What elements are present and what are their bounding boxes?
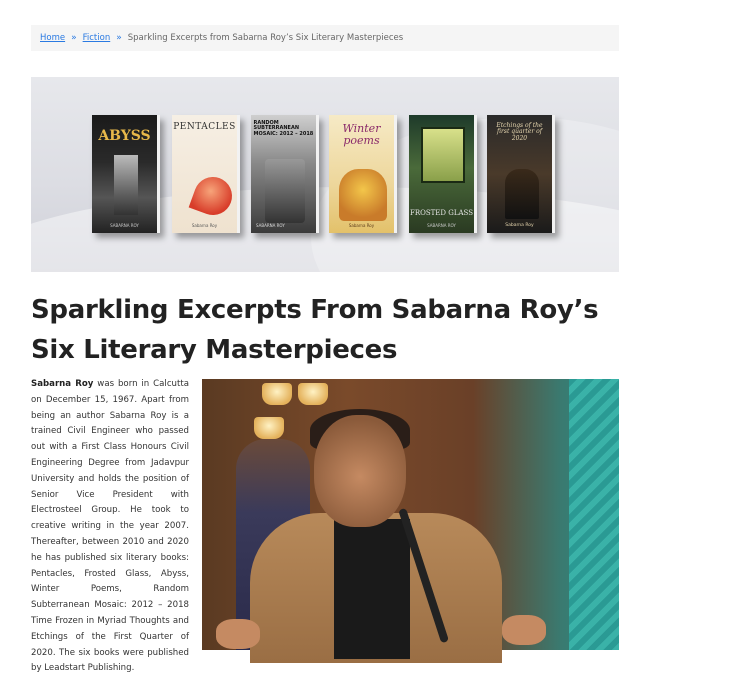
wall-lamp xyxy=(254,417,284,439)
hero-banner-image xyxy=(31,77,619,272)
author-name: Sabarna Roy xyxy=(31,379,94,389)
book-author: SABARNA ROY xyxy=(427,223,456,228)
book-cover-winter-poems xyxy=(329,115,397,233)
book-title: FROSTED GLASS xyxy=(409,208,474,217)
author-photo xyxy=(202,379,619,650)
book-author: Sabarna Roy xyxy=(505,223,534,228)
speaker-shirt xyxy=(334,519,410,659)
speaker-face xyxy=(314,415,406,527)
figure-illustration xyxy=(265,159,305,223)
book-author: SABARNA ROY xyxy=(256,223,285,228)
article-title: Sparkling Excerpts From Sabarna Roy’s Six Literary Masterpieces xyxy=(31,295,599,365)
book-cover-frosted-glass xyxy=(409,115,477,233)
flower-illustration xyxy=(189,172,238,221)
speaker-hand xyxy=(502,615,546,645)
book-title: ABYSS xyxy=(98,128,151,144)
breadcrumb-separator-icon: » xyxy=(71,33,77,43)
book-cover-random-subterranean-mosaic xyxy=(251,115,319,233)
breadcrumb xyxy=(31,25,619,51)
speaker-hand xyxy=(216,619,260,649)
figure-illustration xyxy=(505,169,539,219)
breadcrumb-home-link[interactable]: Home xyxy=(40,33,66,43)
wall-lamp xyxy=(262,383,292,405)
breadcrumb-separator-icon: » xyxy=(116,33,122,43)
book-author: Sabarna Roy xyxy=(348,223,375,228)
book-author: Sabarna Roy xyxy=(191,223,218,228)
book-cover-abyss xyxy=(92,115,160,233)
book-title: PENTACLES xyxy=(173,122,236,132)
book-author: SABARNA ROY xyxy=(110,223,139,228)
author-bio xyxy=(31,377,189,674)
book-cover-pentacles xyxy=(172,115,240,233)
tunnel-illustration xyxy=(114,155,138,215)
book-title: RANDOM SUBTERRANEAN MOSAIC: 2012 – 2018 xyxy=(253,120,314,137)
book-title: Winter poems xyxy=(342,122,381,147)
breadcrumb-category-link[interactable]: Fiction xyxy=(82,33,111,43)
author-bio-text: was born in Calcutta on December 15, 1967. Apart from being an author Sabarna Roy is a trained Civil Engineer who passed out with a First Class Honours Civil Engineering Degree from Jadavpur University and holds the position of Senior Vice President with Electrosteel Group. He took to creative writing in the year 2007. Thereafter, between 2010 and 2020 he has published six literary books: Pentacles, Frosted Glass, Abyss, Winter Poems, Random Subterranean Mosaic: 2012 – 2018 Time Frozen in Myriad Thoughts and Etchings of the First Quarter of 2020. The six books were published by Leadstart Publishing. xyxy=(31,379,189,674)
book-cover-etchings xyxy=(487,115,555,233)
painting-illustration xyxy=(339,169,387,221)
book-title: Etchings of the first quarter of 2020 xyxy=(496,122,543,142)
wall-lamp xyxy=(298,383,328,405)
breadcrumb-current: Sparkling Excerpts from Sabarna Roy’s Six Literary Masterpieces xyxy=(127,33,404,43)
background-panel xyxy=(569,379,619,650)
window-illustration xyxy=(421,127,465,183)
